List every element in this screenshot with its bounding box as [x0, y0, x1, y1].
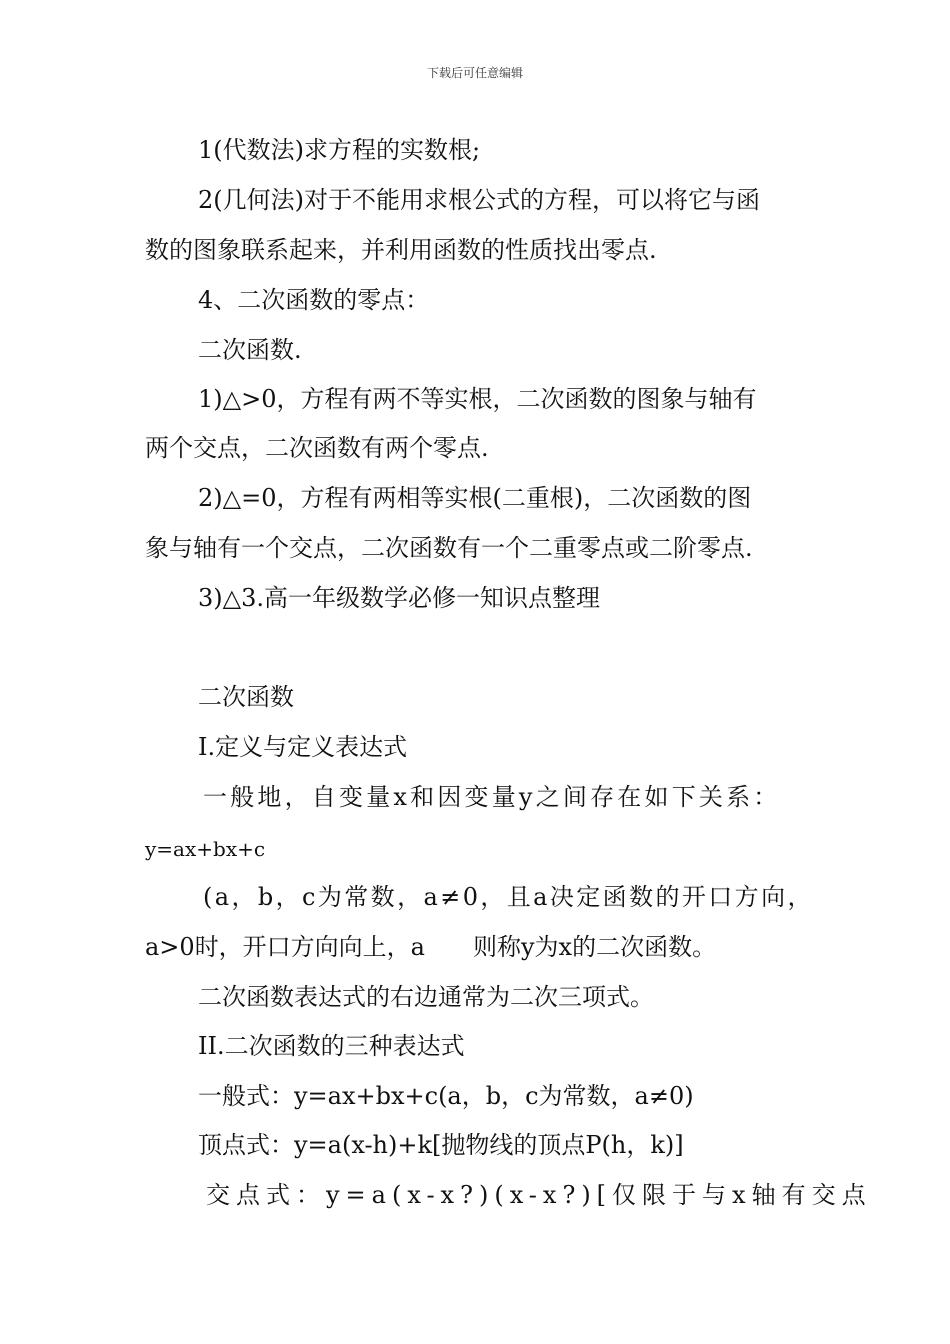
section-heading: 4、二次函数的零点：	[198, 286, 430, 314]
page-header: 下载后可任意编辑	[426, 66, 523, 80]
formula-line: 交点式：y=a(x-x?)(x-x?)[仅限于与x轴有交点	[206, 1181, 872, 1209]
text-line: 2(几何法)对于不能用求根公式的方程，可以将它与函	[198, 186, 760, 214]
text-line: 二次函数.	[198, 336, 302, 364]
text-line: 两个交点，二次函数有两个零点.	[145, 434, 489, 462]
formula-line: 顶点式：y=a(x-h)+k[抛物线的顶点P(h，k)]	[198, 1131, 684, 1159]
text-line: 3)△3.高一年级数学必修一知识点整理	[198, 584, 600, 612]
text-line: 一般地，自变量x和因变量y之间存在如下关系：	[203, 783, 781, 811]
text-line: a>0时，开口方向向上，a 则称y为x的二次函数。	[145, 933, 717, 961]
text-line: 1(代数法)求方程的实数根;	[198, 136, 481, 164]
section-heading: 二次函数	[198, 683, 294, 711]
text-line: 2)△=0，方程有两相等实根(二重根)，二次函数的图	[198, 484, 752, 512]
section-heading: I.定义与定义表达式	[198, 733, 408, 761]
text-line: 二次函数表达式的右边通常为二次三项式。	[198, 983, 654, 1011]
formula-line: 一般式：y=ax+bx+c(a，b，c为常数，a≠0)	[198, 1082, 694, 1110]
text-line: 1)△>0，方程有两不等实根，二次函数的图象与轴有	[198, 385, 757, 413]
text-line: 数的图象联系起来，并利用函数的性质找出零点.	[145, 236, 657, 264]
text-line: (a，b，c为常数，a≠0，且a决定函数的开口方向，	[203, 883, 814, 911]
formula-line: y=ax+bx+c	[145, 837, 266, 861]
section-heading: II.二次函数的三种表达式	[198, 1032, 465, 1060]
text-line: 象与轴有一个交点，二次函数有一个二重零点或二阶零点.	[145, 534, 753, 562]
